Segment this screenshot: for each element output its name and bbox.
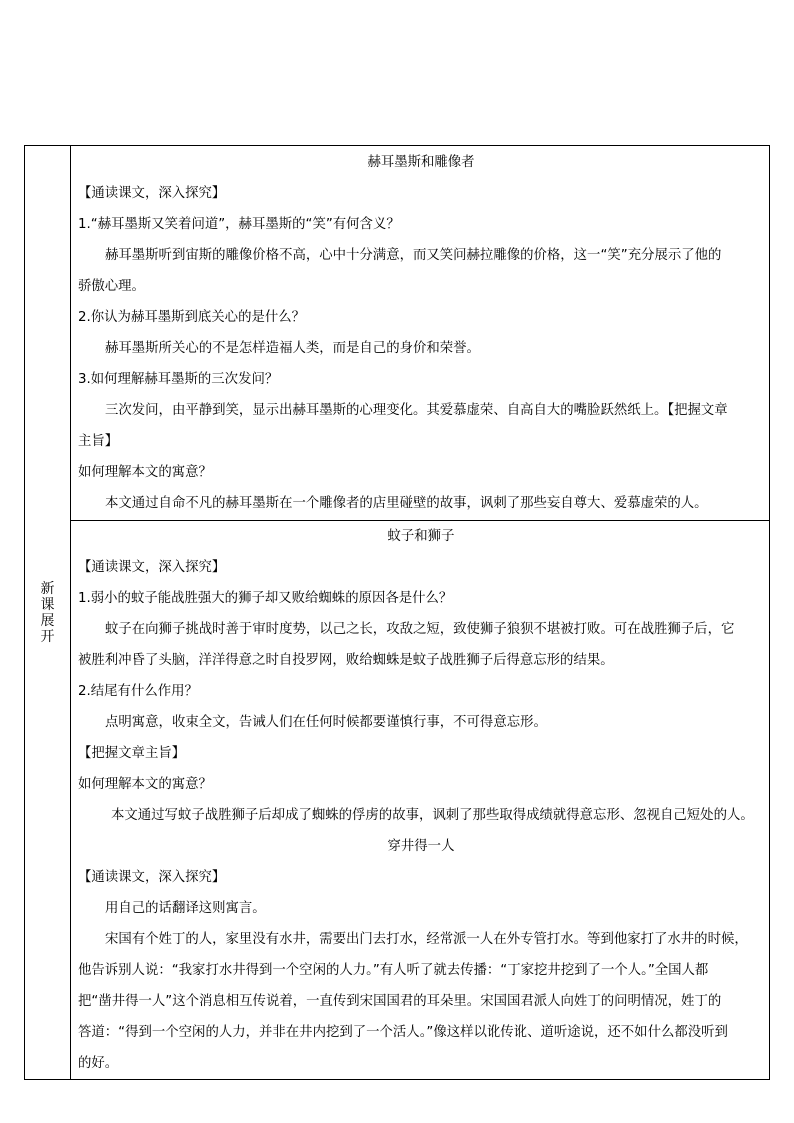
- answer: 本文通过写蚊子战胜狮子后却成了蜘蛛的俘虏的故事，讽刺了那些取得成绩就得意忘形、忽视自己短处的人。: [111, 808, 754, 823]
- section-title: 蚊子和狮子: [387, 529, 455, 544]
- question: 如何理解本文的寓意？: [78, 465, 212, 480]
- answer: 赫耳墨斯听到宙斯的雕像价格不高，心中十分满意，而又笑问赫拉雕像的价格，这一“笑”充分展示了他的: [105, 248, 722, 263]
- question: 用自己的话翻译这则寓言。: [105, 901, 266, 916]
- answer: 本文通过自命不凡的赫耳墨斯在一个雕像者的店里碰壁的故事，讽刺了那些妄自尊大、爱慕虚荣的人。: [105, 496, 708, 511]
- answer-continued: 答道：“得到一个空闲的人力，并非在井内挖到了一个活人。”像这样以讹传讹、道听途说，还不如什么都没听到: [78, 1025, 728, 1040]
- section-hermes: [71, 146, 769, 521]
- answer: 蚊子在向狮子挑战时善于审时度势，以己之长，攻敌之短，致使狮子狼狈不堪被打败。可在战胜狮子后，它: [105, 622, 735, 637]
- row-header-cell: [25, 146, 71, 1079]
- question: 2.结尾有什么作用？: [78, 684, 198, 699]
- subheading: 【通读课文，深入探究】: [78, 870, 226, 885]
- answer-continued: 主旨】: [78, 434, 119, 449]
- question: 如何理解本文的寓意？: [78, 777, 212, 792]
- content-column: [71, 146, 769, 1079]
- section-mosquito-and-well: [71, 521, 769, 1081]
- question: 2.你认为赫耳墨斯到底关心的是什么？: [78, 310, 306, 325]
- answer-continued: 他告诉别人说：“我家打水井得到一个空闲的人力。”有人听了就去传播：“丁家挖井挖到了一个人。”全国人都: [78, 963, 709, 978]
- answer: 宋国有个姓丁的人，家里没有水井，需要出门去打水，经常派一人在外专管打水。等到他家打了水井的时候，: [105, 932, 748, 947]
- question: 3.如何理解赫耳墨斯的三次发问？: [78, 372, 279, 387]
- subheading: 【通读课文，深入探究】: [78, 560, 226, 575]
- answer-continued: 骄傲心理。: [78, 279, 145, 294]
- subheading: 【通读课文，深入探究】: [78, 186, 226, 201]
- answer: 三次发问，由平静到笑，显示出赫耳墨斯的心理变化。其爱慕虚荣、自高自大的嘴脸跃然纸上。【把握文章: [105, 403, 728, 418]
- section-title: 赫耳墨斯和雕像者: [367, 155, 475, 170]
- question: 1.弱小的蚊子能战胜强大的狮子却又败给蜘蛛的原因各是什么？: [78, 591, 453, 606]
- lesson-table: [24, 145, 770, 1080]
- subheading: 【把握文章主旨】: [78, 746, 186, 761]
- question: 1.“赫耳墨斯又笑着问道”，赫耳墨斯的“笑”有何含义？: [78, 217, 400, 232]
- answer: 点明寓意，收束全文，告诫人们在任何时候都要谨慎行事，不可得意忘形。: [105, 715, 547, 730]
- section-title: 穿井得一人: [387, 839, 455, 854]
- answer-continued: 被胜利冲昏了头脑，洋洋得意之时自投罗网，败给蜘蛛是蚊子战胜狮子后得意忘形的结果。: [78, 653, 614, 668]
- answer-continued: 把“凿井得一人”这个消息相互传说着，一直传到宋国国君的耳朵里。宋国国君派人向姓丁的问明情况，姓丁的: [78, 994, 722, 1009]
- answer-continued: 的好。: [78, 1056, 119, 1071]
- row-header-label: 新课展开: [40, 580, 55, 645]
- answer: 赫耳墨斯所关心的不是怎样造福人类，而是自己的身价和荣誉。: [105, 341, 480, 356]
